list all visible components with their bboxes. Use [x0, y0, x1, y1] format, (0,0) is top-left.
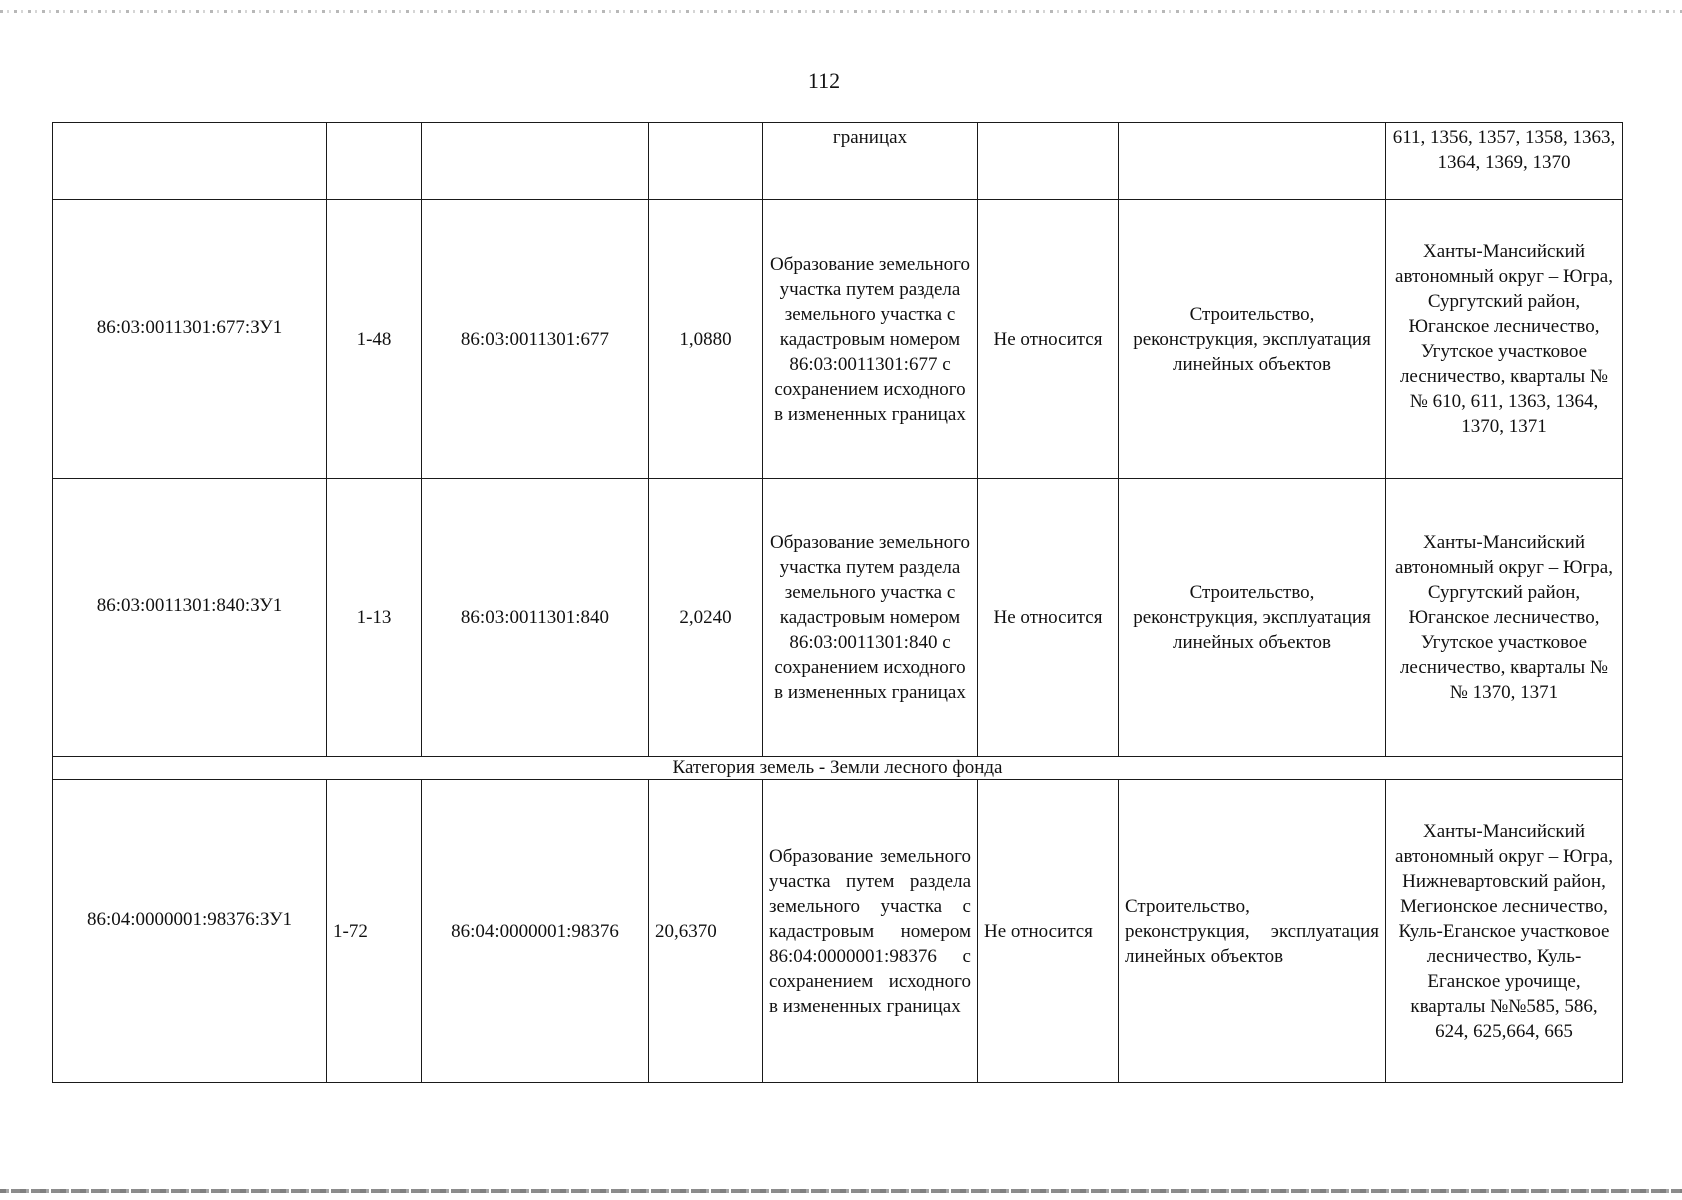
area-cell: 2,0240: [649, 479, 763, 757]
new-plot-id-cell: [53, 479, 327, 757]
relation-cell: [978, 123, 1119, 200]
relation-cell: Не относится: [978, 479, 1119, 757]
land-category-heading: Категория земель - Земли лесного фонда: [53, 757, 1623, 780]
formation-method-cell: границах: [763, 123, 978, 200]
new-plot-id: 86:03:0011301:840:ЗУ1: [96, 595, 283, 616]
area-cell: 20,6370: [649, 780, 763, 1083]
table-row-continued: [53, 123, 1623, 200]
point-range-cell: 1-48: [327, 200, 422, 479]
point-range-cell: 1-13: [327, 479, 422, 757]
new-plot-id: 86:04:0000001:98376:ЗУ1: [86, 908, 293, 930]
table-row: [53, 479, 1623, 757]
source-plot-id-cell: [422, 123, 649, 200]
area-cell: [649, 123, 763, 200]
location-cell: Ханты-Мансийский автономный округ – Югра, Сургутский район, Юганское лесничество, Угутское участковое лесничество, кварталы №№ 610, 611, 1363, 1364, 1370, 1371: [1386, 200, 1623, 479]
table-row: [53, 200, 1623, 479]
formation-method-cell: Образование земельного участка путем раздела земельного участка с кадастровым номером 86:04:0000001:98376 с сохранением исходного в измененных границах: [763, 780, 978, 1083]
category-row: [53, 757, 1623, 780]
formation-method-cell: Образование земельного участка путем раздела земельного участка с кадастровым номером 86:03:0011301:840 с сохранением исходного в измененных границах: [763, 479, 978, 757]
formation-method-cell: Образование земельного участка путем раздела земельного участка с кадастровым номером 86:03:0011301:677 с сохранением исходного в измененных границах: [763, 200, 978, 479]
new-plot-id-cell: [53, 200, 327, 479]
scan-edge-top: [0, 10, 1682, 13]
source-plot-id-cell: 86:03:0011301:677: [422, 200, 649, 479]
permitted-use-cell: Строительство, реконструкция, эксплуатация линейных объектов: [1119, 780, 1386, 1083]
location-cell: Ханты-Мансийский автономный округ – Югра, Нижневартовский район, Мегионское лесничество, Куль-Еганское участковое лесничество, Куль-Еганское урочище, кварталы №№585, 586, 624, 625,664, 665: [1386, 780, 1623, 1083]
relation-cell: Не относится: [978, 200, 1119, 479]
land-plots-table: [52, 122, 1623, 1083]
new-plot-id-cell: [53, 123, 327, 200]
permitted-use-cell: Строительство, реконструкция, эксплуатация линейных объектов: [1119, 200, 1386, 479]
page-number: 112: [807, 68, 841, 93]
location-cell: 611, 1356, 1357, 1358, 1363, 1364, 1369, 1370: [1386, 123, 1623, 200]
new-plot-id-cell: [53, 780, 327, 1083]
point-range-cell: 1-72: [327, 780, 422, 1083]
scan-edge-bottom: [0, 1189, 1682, 1193]
source-plot-id-cell: 86:04:0000001:98376: [422, 780, 649, 1083]
location-cell: Ханты-Мансийский автономный округ – Югра, Сургутский район, Юганское лесничество, Угутское участковое лесничество, кварталы №№ 1370, 1371: [1386, 479, 1623, 757]
point-range-cell: [327, 123, 422, 200]
source-plot-id-cell: 86:03:0011301:840: [422, 479, 649, 757]
table-row: [53, 780, 1623, 1083]
permitted-use-cell: [1119, 123, 1386, 200]
permitted-use-cell: Строительство, реконструкция, эксплуатация линейных объектов: [1119, 479, 1386, 757]
new-plot-id: 86:03:0011301:677:ЗУ1: [96, 316, 283, 338]
relation-cell: Не относится: [978, 780, 1119, 1083]
area-cell: 1,0880: [649, 200, 763, 479]
